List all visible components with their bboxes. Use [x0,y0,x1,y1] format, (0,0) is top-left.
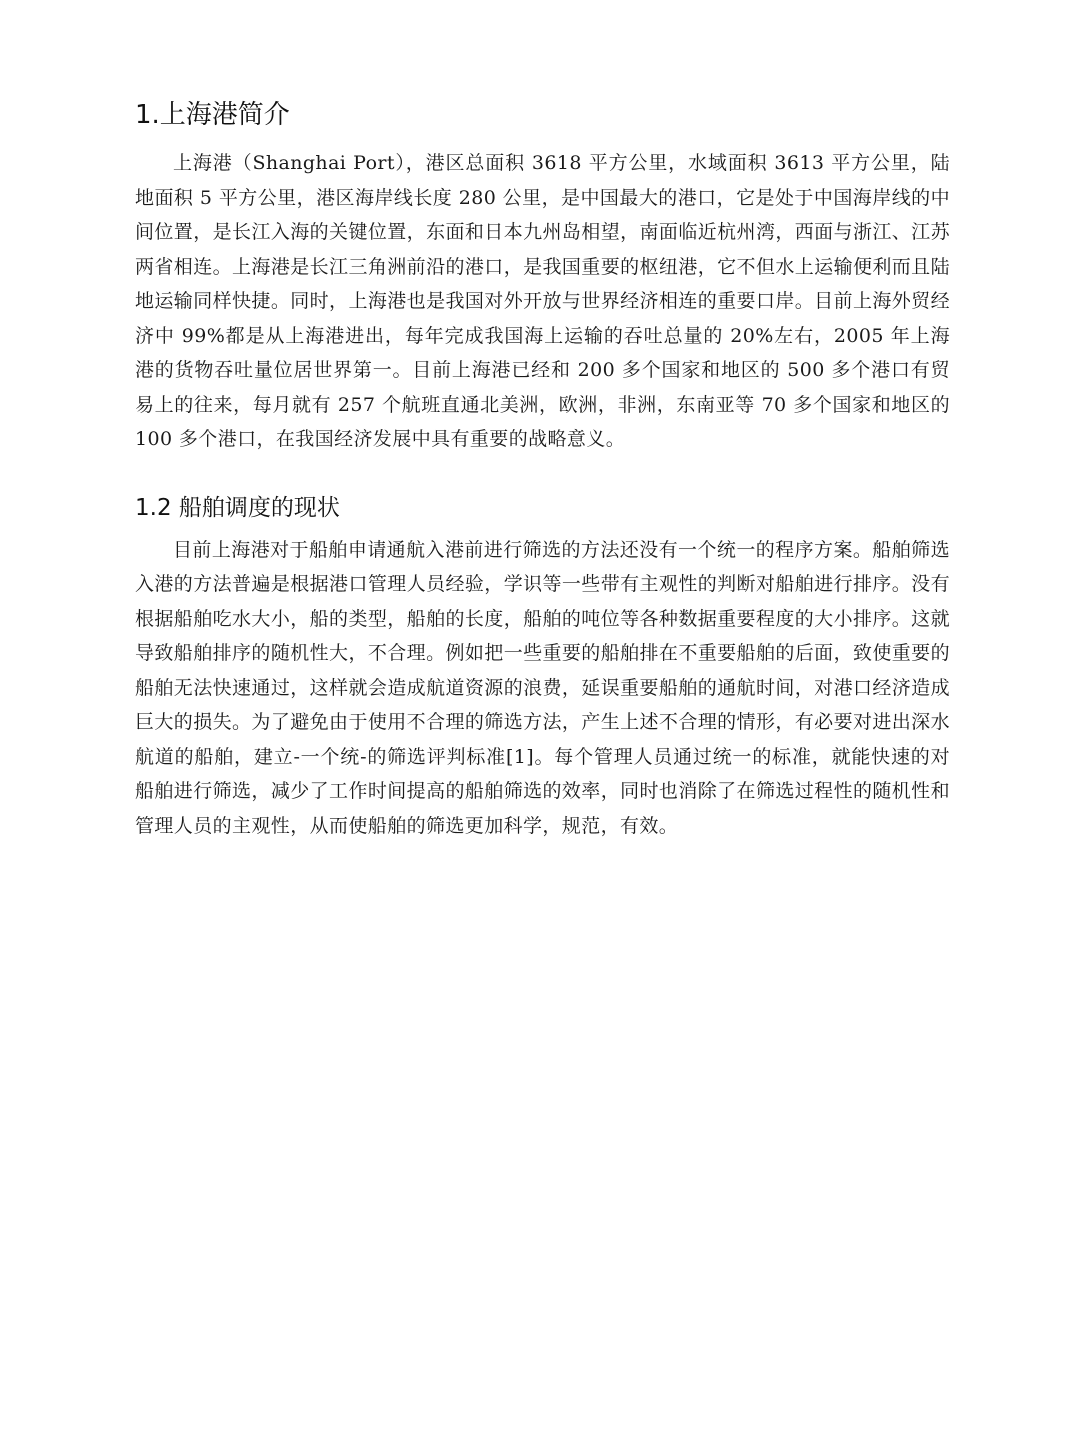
section-1-title: 1.上海港简介 [135,100,290,130]
section-1-paragraph: 上海港（Shanghai Port），港区总面积 3618 平方公里，水域面积 3613 平方公里，陆地面积 5 平方公里，港区海岸线长度 280 公里，是中国最大的港口，它是处于中国海岸线的中间位置，是长江入海的关键位置，东面和日本九州岛相望，南面临近杭州湾，西面与浙江、江苏两省相连。上海港是长江三角洲前沿的港口，是我国重要的枢纽港，它不但水上运输便利而且陆地运输同样快捷。同时，上海港也是我国对外开放与世界经济相连的重要口岸。目前上海外贸经济中 99%都是从上海港进出，每年完成我国海上运输的吞吐总量的 20%左右，2005 年上海港的货物吞吐量位居世界第一。目前上海港已经和 200 多个国家和地区的 500 多个港口有贸易上的往来，每月就有 257 个航班直通北美洲，欧洲，非洲，东南亚等 70 多个国家和地区的 100 多个港口，在我国经济发展中具有重要的战略意义。 [135,152,950,450]
section-1-2-paragraph: 目前上海港对于船舶申请通航入港前进行筛选的方法还没有一个统一的程序方案。船舶筛选入港的方法普遍是根据港口管理人员经验，学识等一些带有主观性的判断对船舶进行排序。没有根据船舶吃水大小，船的类型，船舶的长度，船舶的吨位等各种数据重要程度的大小排序。这就导致船舶排序的随机性大，不合理。例如把一些重要的船舶排在不重要船舶的后面，致使重要的船舶无法快速通过，这样就会造成航道资源的浪费，延误重要船舶的通航时间，对港口经济造成巨大的损失。为了避免由于使用不合理的筛选方法，产生上述不合理的情形，有必要对进出深水航道的船舶，建立-一个统-的筛选评判标准[1]。每个管理人员通过统一的标准，就能快速的对船舶进行筛选，减少了工作时间提高的船舶筛选的效率，同时也消除了在筛选过程性的随机性和管理人员的主观性，从而使船舶的筛选更加科学，规范，有效。 [135,538,950,837]
document-page [135,96,950,843]
section-1-2-title: 1.2 船舶调度的现状 [135,494,340,521]
